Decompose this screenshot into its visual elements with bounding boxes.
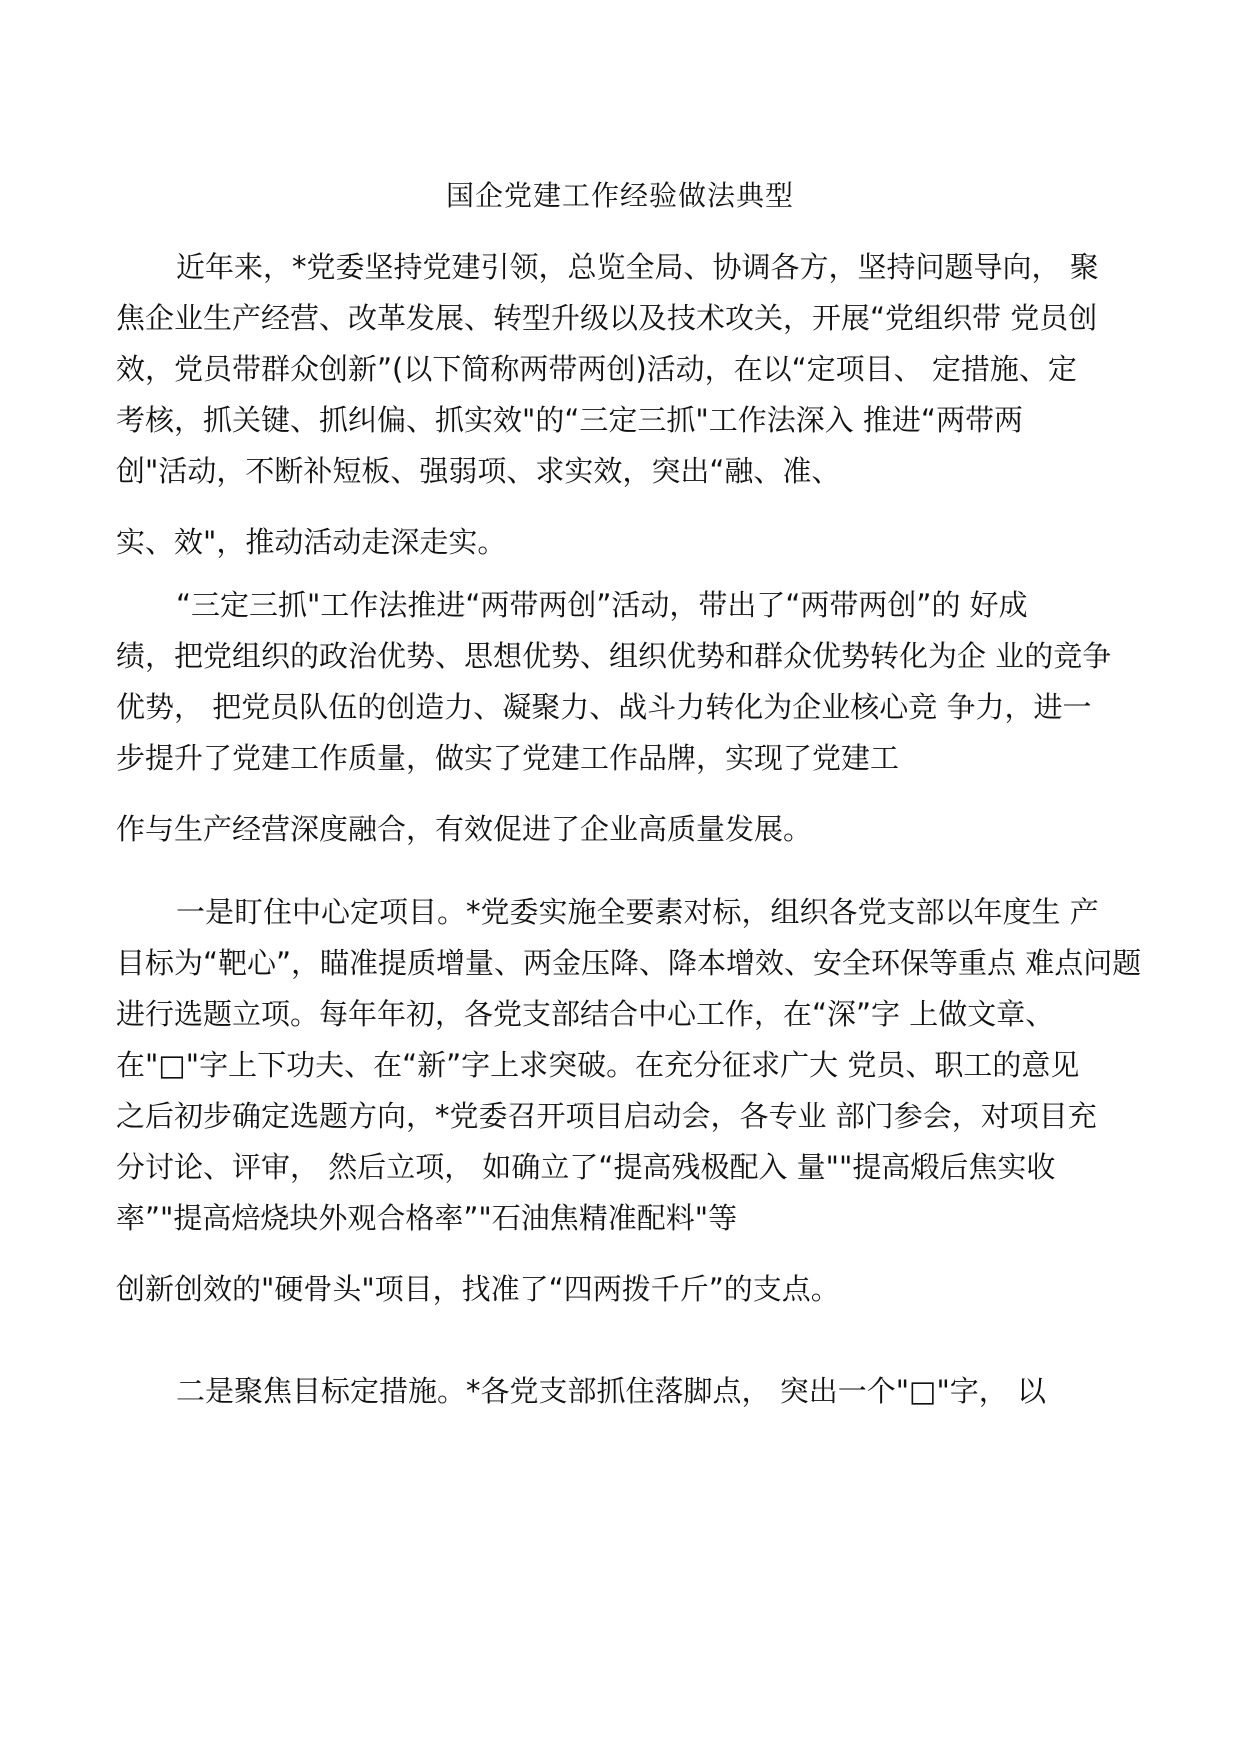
- document-title: 国企党建工作经验做法典型: [445, 179, 794, 212]
- paragraph-3-line-8: 创新创效的"硬骨头"项目，找准了“四两拨千斤”的支点。: [116, 1272, 840, 1306]
- paragraph-2-line-4: 步提升了党建工作质量，做实了党建工作品牌，实现了党建工: [116, 741, 900, 775]
- paragraph-2-line-2: 绩，把党组织的政治优势、思想优势、组织优势和群众优势转化为企 业的竞争: [116, 639, 1112, 673]
- paragraph-1-line-6: 实、效"，推动活动走深走实。: [116, 525, 507, 559]
- paragraph-3-line-2: 目标为“靶心”，瞄准提质增量、两金压降、降本增效、安全环保等重点 难点问题: [116, 946, 1142, 980]
- paragraph-1-line-1: 近年来，*党委坚持党建引领，总览全局、协调各方，坚持问题导向， 聚: [176, 250, 1099, 284]
- paragraph-3-line-7: 率”"提高焙烧块外观合格率”"石油焦精准配料"等: [116, 1201, 738, 1235]
- paragraph-3-line-5: 之后初步确定选题方向，*党委召开项目启动会，各专业 部门参会，对项目充: [116, 1099, 1097, 1133]
- paragraph-4-line-1: 二是聚焦目标定措施。*各党支部抓住落脚点， 突出一个"□"字， 以: [176, 1374, 1047, 1408]
- paragraph-3-line-6: 分讨论、评审， 然后立项， 如确立了“提高残极配入 量""提高煅后焦实收: [116, 1150, 1056, 1184]
- paragraph-2-line-1: “三定三抓"工作法推进“两带两创”活动，带出了“两带两创”的 好成: [176, 588, 1028, 622]
- paragraph-3-line-1: 一是盯住中心定项目。*党委实施全要素对标，组织各党支部以年度生 产: [176, 895, 1099, 929]
- paragraph-1-line-4: 考核，抓关键、抓纠偏、抓实效"的“三定三抓"工作法深入 推进“两带两: [116, 403, 1023, 437]
- paragraph-3-line-4: 在"□"字上下功夫、在“新”字上求突破。在充分征求广大 党员、职工的意见: [116, 1048, 1080, 1082]
- paragraph-2-line-5: 作与生产经营深度融合，有效促进了企业高质量发展。: [116, 812, 813, 846]
- paragraph-2-line-3: 优势， 把党员队伍的创造力、凝聚力、战斗力转化为企业核心竞 争力，进一: [116, 690, 1092, 724]
- paragraph-3-line-3: 进行选题立项。每年年初，各党支部结合中心工作，在“深”字 上做文章、: [116, 997, 1055, 1031]
- paragraph-1-line-3: 效，党员带群众创新”(以下简称两带两创)活动，在以“定项目、 定措施、定: [116, 352, 1077, 386]
- paragraph-1-line-5: 创"活动，不断补短板、强弱项、求实效，突出“融、准、: [116, 454, 841, 488]
- paragraph-1-line-2: 焦企业生产经营、改革发展、转型升级以及技术攻关，开展“党组织带 党员创: [116, 301, 1098, 335]
